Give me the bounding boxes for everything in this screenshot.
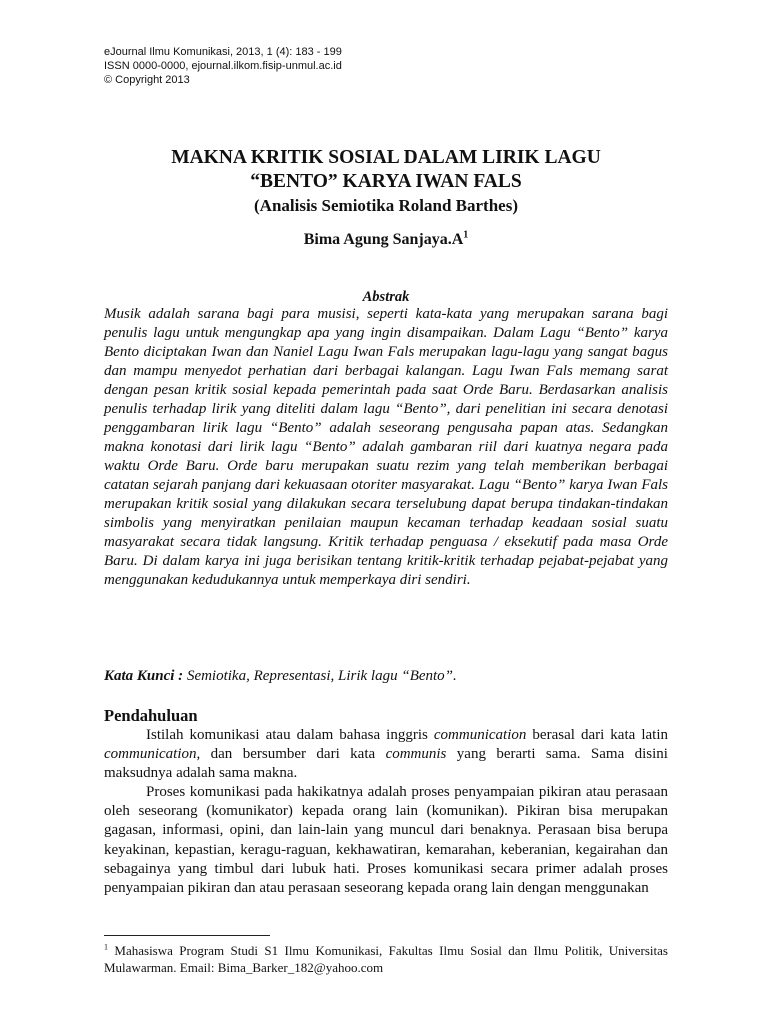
p1-text-c: , dan bersumber dari kata	[196, 746, 386, 763]
introduction-body	[104, 726, 668, 898]
author-footnote-mark: 1	[463, 229, 469, 241]
paper-subtitle: (Analisis Semiotika Roland Barthes)	[254, 196, 518, 215]
paper-title	[104, 146, 668, 218]
keywords-line	[104, 667, 668, 686]
footnote	[104, 942, 668, 976]
p1-text-d: yang berarti sama. Sama disini maksudnya adalah sama makna.	[104, 746, 668, 782]
keywords-label: Kata Kunci :	[104, 668, 184, 684]
p1-term-3: communis	[385, 746, 447, 763]
p1-text-a: Istilah komunikasi atau dalam bahasa inggris	[146, 727, 434, 743]
abstract-text: Musik adalah sarana bagi para musisi, seperti kata-kata yang merupakan sarana bagi penulis lagu untuk mengungkap apa yang ingin disampaikan. Dalam Lagu “Bento” karya Bento diciptakan Iwan dan Naniel Lagu Iwan Fals merupakan lagu-lagu yang sangat bagus dan mampu menyedot perhatian dari berbagai kalangan. Lagu Iwan Fals memang sarat dengan pesan kritik sosial kepada pemerintah pada saat Orde Baru. Berdasarkan analisis penulis terhadap lirik yang diteliti dalam lagu “Bento”, dari penelitian ini secara denotasi penggambaran lirik lagu “Bento” adalah seseorang pengusaha papan atas. Sedangkan makna konotasi dari lirik lagu “Bento” adalah gambaran riil dari kuatnya negara pada waktu Orde Baru. Orde baru merupakan suatu rezim yang telah memberikan berbagai catatan sejarah panjang dari kekuasaan otoriter masyarakat. Lagu “Bento” karya Iwan Fals merupakan kritik sosial yang dilakukan secara terselubung dapat berupa tindakan-tindakan simbolis yang menyiratkan penilaian maupun kecaman terhadap keadaan sosial suatu masyarakat secara tidak langsung. Kritik terhadap penguasa / eksekutif pada masa Orde Baru. Di dalam karya ini juga berisikan tentang kritik-kritik terhadap pejabat-pejabat yang menggunakan kedudukannya untuk memperkaya diri sendiri.	[104, 306, 668, 588]
copyright-line: © Copyright 2013	[104, 74, 190, 86]
author-line	[104, 230, 668, 250]
journal-header	[104, 45, 342, 87]
p1-text-b: berasal dari kata latin	[526, 727, 668, 743]
abstract-heading: Abstrak	[362, 289, 410, 305]
footnote-mark: 1	[104, 942, 108, 952]
title-line-2: “BENTO” KARYA IWAN FALS	[250, 171, 522, 192]
p1-term-1: communication	[433, 727, 527, 743]
section-heading-pendahuluan: Pendahuluan	[104, 706, 198, 725]
p1-term-2: communication	[104, 746, 197, 763]
title-line-1: MAKNA KRITIK SOSIAL DALAM LIRIK LAGU	[171, 147, 601, 168]
intro-paragraph-1	[104, 726, 668, 783]
issn-line: ISSN 0000-0000, ejournal.ilkom.fisip-unmul.ac.id	[104, 60, 342, 72]
journal-citation: eJournal Ilmu Komunikasi, 2013, 1 (4): 183 - 199	[104, 46, 342, 58]
footnote-text: Mahasiswa Program Studi S1 Ilmu Komunikasi, Fakultas Ilmu Sosial dan Ilmu Politik, Universitas Mulawarman. Email: Bima_Barker_182@yahoo.com	[104, 943, 668, 975]
footnote-divider	[104, 935, 270, 936]
author-name: Bima Agung Sanjaya.A	[303, 231, 464, 248]
intro-paragraph-2: Proses komunikasi pada hakikatnya adalah proses penyampaian pikiran atau perasaan oleh seseorang (komunikator) kepada orang lain (komunikan). Pikiran bisa merupakan gagasan, informasi, opini, dan lain-lain yang muncul dari benaknya. Perasaan bisa berupa keyakinan, kepastian, keragu-raguan, kekhawatiran, kemarahan, keberanian, kegairahan dan sebagainya yang timbul dari lubuk hati. Proses komunikasi secara primer adalah proses penyampaian pikiran dan atau perasaan seseorang kepada orang lain dengan menggunakan	[104, 784, 668, 896]
keywords-value: Semiotika, Representasi, Lirik lagu “Bento”.	[183, 668, 457, 684]
